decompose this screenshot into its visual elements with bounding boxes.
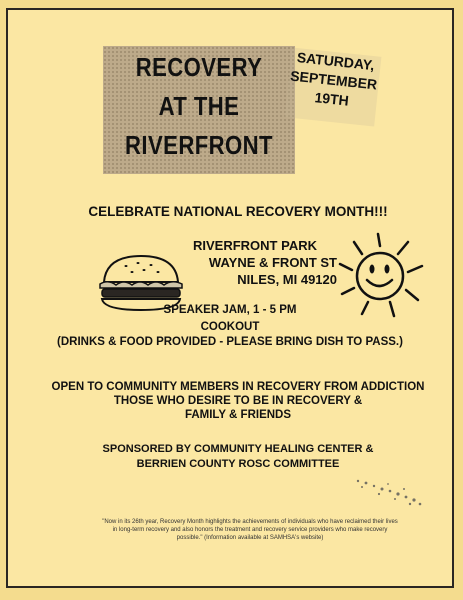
audience-line-1: OPEN TO COMMUNITY MEMBERS IN RECOVERY FROM ADDICTION	[51, 381, 425, 393]
event-date	[285, 47, 382, 126]
title-line-1: RECOVERY	[135, 52, 263, 82]
location-line-3: NILES, MI 49120	[237, 272, 337, 287]
location-line-1: RIVERFRONT PARK	[193, 238, 317, 253]
event-line-speaker-jam: SPEAKER JAM, 1 - 5 PM	[163, 304, 297, 316]
sponsor-logo	[346, 473, 428, 511]
date-line-3: 19TH	[313, 89, 350, 109]
event-line-cookout: COOKOUT	[200, 321, 260, 333]
title-line-3: RIVERFRONT	[125, 130, 273, 160]
event-location	[183, 237, 343, 288]
location-line-2: WAYNE & FRONT ST	[208, 255, 337, 270]
sponsor-line-1: SPONSORED BY COMMUNITY HEALING CENTER &	[102, 443, 374, 455]
date-line-1: SATURDAY,	[296, 49, 376, 74]
event-line-food-note: (DRINKS & FOOD PROVIDED - PLEASE BRING DISH TO PASS.)	[57, 336, 403, 348]
audience-line-3: FAMILY & FRIENDS	[184, 409, 292, 421]
fineprint-quote: "Now in its 26th year, Recovery Month highlights the achievements of individuals who have reclaimed their lives in long-term recovery and also honors the treatment and recovery service providers who make recovery possible." (Information available at SAMHSA's website)	[102, 519, 398, 541]
title-line-2: AT THE	[158, 91, 240, 121]
audience-statement	[28, 380, 448, 422]
headline: CELEBRATE NATIONAL RECOVERY MONTH!!!	[88, 204, 388, 219]
date-line-2: SEPTEMBER	[289, 67, 378, 93]
sponsor-line-2: BERRIEN COUNTY ROSC COMMITTEE	[136, 458, 340, 470]
sponsor-statement	[28, 442, 448, 472]
title-block	[103, 46, 295, 174]
flyer-page	[6, 8, 454, 588]
audience-line-2: THOSE WHO DESIRE TO BE IN RECOVERY &	[113, 395, 363, 407]
